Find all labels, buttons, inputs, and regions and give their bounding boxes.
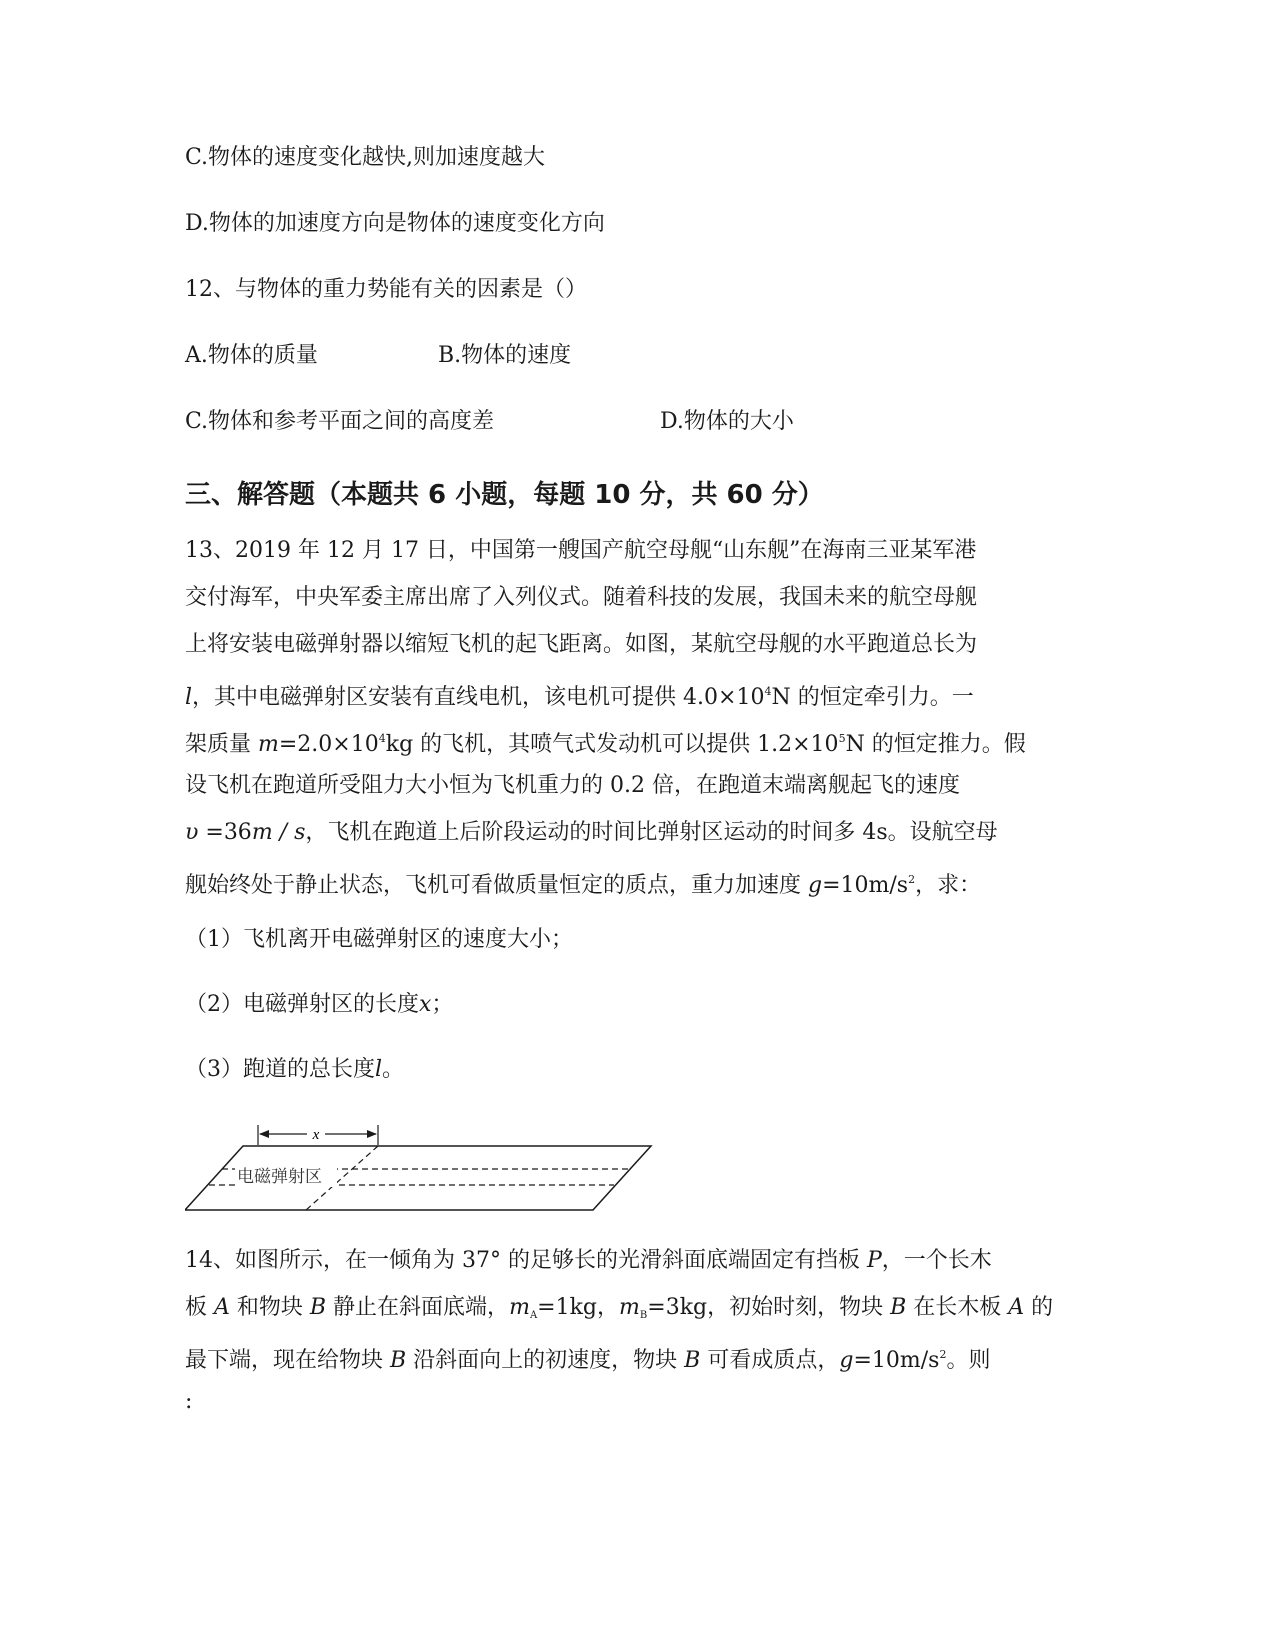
runway-figure bbox=[185, 1120, 665, 1215]
text: 架质量 bbox=[185, 732, 258, 757]
q13-sub2 bbox=[185, 990, 453, 1020]
q14-line bbox=[185, 1331, 1065, 1378]
text: 。则 bbox=[946, 1348, 991, 1373]
var-l: l bbox=[185, 685, 193, 710]
text: =3kg，初始时刻，物块 bbox=[647, 1295, 891, 1320]
text: 的 bbox=[1024, 1295, 1054, 1320]
text: 14、如图所示，在一倾角为 37° 的足够长的光滑斜面底端固定有挡板 bbox=[185, 1248, 867, 1273]
var-g: g bbox=[808, 873, 823, 898]
text: =10m/s bbox=[853, 1348, 940, 1373]
q13-sub3 bbox=[185, 1055, 404, 1085]
text: N 的恒定推力。假 bbox=[845, 732, 1026, 757]
arrow-left-icon bbox=[259, 1130, 269, 1138]
q14-line: : bbox=[185, 1389, 193, 1414]
q12-options-ab bbox=[185, 341, 885, 371]
q13-line bbox=[185, 715, 1065, 762]
q13-line: 13、2019 年 12 月 17 日，中国第一艘国产航空母舰“山东舰”在海南三亚某军港 bbox=[185, 538, 977, 563]
q12-options-cd bbox=[185, 407, 885, 437]
var-a: A bbox=[1008, 1295, 1025, 1320]
var-m: m bbox=[258, 732, 279, 757]
text: （3）跑道的总长度 bbox=[185, 1057, 375, 1082]
text: 静止在斜面底端， bbox=[326, 1295, 510, 1320]
q12-option-b: B.物体的速度 bbox=[438, 343, 572, 368]
var-v: υ bbox=[185, 820, 199, 845]
q14-paragraph bbox=[185, 1237, 1065, 1425]
text: ，求： bbox=[915, 873, 982, 898]
text: kg 的飞机，其喷气式发动机可以提供 1.2×10 bbox=[385, 732, 839, 757]
q12-option-c: C.物体和参考平面之间的高度差 bbox=[185, 409, 495, 434]
text: ，其中电磁弹射区安装有直线电机，该电机可提供 4.0×10 bbox=[192, 685, 765, 710]
text: N 的恒定牵引力。一 bbox=[771, 685, 974, 710]
var-g: g bbox=[839, 1348, 854, 1373]
zone-label: 电磁弹射区 bbox=[237, 1167, 322, 1186]
exponent: 5 bbox=[838, 732, 846, 745]
text: 可看成质点， bbox=[700, 1348, 840, 1373]
text: （2）电磁弹射区的长度 bbox=[185, 992, 419, 1017]
text: =2.0×10 bbox=[278, 732, 379, 757]
text: =10m/s bbox=[822, 873, 909, 898]
var-m: m bbox=[619, 1295, 640, 1320]
text: 和物块 bbox=[229, 1295, 310, 1320]
q12-stem: 12、与物体的重力势能有关的因素是（） bbox=[185, 277, 587, 302]
subscript: B bbox=[639, 1310, 648, 1321]
q14-line bbox=[185, 1237, 1065, 1284]
var-l: l bbox=[375, 1057, 383, 1082]
exponent: 4 bbox=[378, 732, 386, 745]
var-a: A bbox=[214, 1295, 230, 1320]
equals-symbol: = bbox=[205, 820, 224, 845]
x-label: x bbox=[312, 1127, 320, 1143]
text: 最下端，现在给物块 bbox=[185, 1348, 390, 1373]
speed-unit: m / s bbox=[251, 820, 306, 845]
var-m: m bbox=[509, 1295, 530, 1320]
q13-line bbox=[185, 856, 1065, 903]
text: 板 bbox=[185, 1295, 214, 1320]
q13-line bbox=[185, 809, 1065, 856]
q13-sub1: （1）飞机离开电磁弹射区的速度大小； bbox=[185, 927, 573, 952]
text: 。 bbox=[382, 1057, 405, 1082]
exponent: 2 bbox=[939, 1348, 947, 1361]
q14-line bbox=[185, 1284, 1065, 1331]
q13-line bbox=[185, 668, 1065, 715]
q13-line: 设飞机在跑道所受阻力大小恒为飞机重力的 0.2 倍，在跑道末端离舰起飞的速度 bbox=[185, 773, 960, 798]
q13-line: 交付海军，中央军委主席出席了入列仪式。随着科技的发展，我国未来的航空母舰 bbox=[185, 585, 978, 610]
text: =1kg， bbox=[537, 1295, 620, 1320]
subscript: A bbox=[529, 1310, 538, 1321]
text: 在长木板 bbox=[906, 1295, 1009, 1320]
q13-paragraph bbox=[185, 527, 1065, 903]
q12-option-a: A.物体的质量 bbox=[185, 343, 318, 368]
exponent: 4 bbox=[764, 685, 772, 698]
var-b: B bbox=[390, 1348, 407, 1373]
exponent: 2 bbox=[908, 873, 916, 886]
text: ； bbox=[431, 992, 454, 1017]
q11-option-c: C.物体的速度变化越快,则加速度越大 bbox=[185, 145, 546, 170]
var-b: B bbox=[684, 1348, 701, 1373]
q12-option-d: D.物体的大小 bbox=[660, 409, 794, 434]
text: 舰始终处于静止状态，飞机可看做质量恒定的质点，重力加速度 bbox=[185, 873, 808, 898]
var-p: P bbox=[866, 1248, 882, 1273]
q11-option-d: D.物体的加速度方向是物体的速度变化方向 bbox=[185, 211, 605, 236]
var-b: B bbox=[890, 1295, 907, 1320]
var-x: x bbox=[419, 992, 432, 1017]
text: 沿斜面向上的初速度，物块 bbox=[406, 1348, 685, 1373]
text: ，一个长木 bbox=[881, 1248, 992, 1273]
q13-line: 上将安装电磁弹射器以缩短飞机的起飞距离。如图，某航空母舰的水平跑道总长为 bbox=[185, 632, 978, 657]
arrow-right-icon bbox=[367, 1130, 377, 1138]
var-b: B bbox=[309, 1295, 327, 1320]
speed-value: 36 bbox=[223, 820, 252, 845]
section-heading: 三、解答题（本题共 6 小题，每题 10 分，共 60 分） bbox=[185, 480, 824, 510]
text: ，飞机在跑道上后阶段运动的时间比弹射区运动的时间多 4s。设航空母 bbox=[305, 820, 998, 845]
